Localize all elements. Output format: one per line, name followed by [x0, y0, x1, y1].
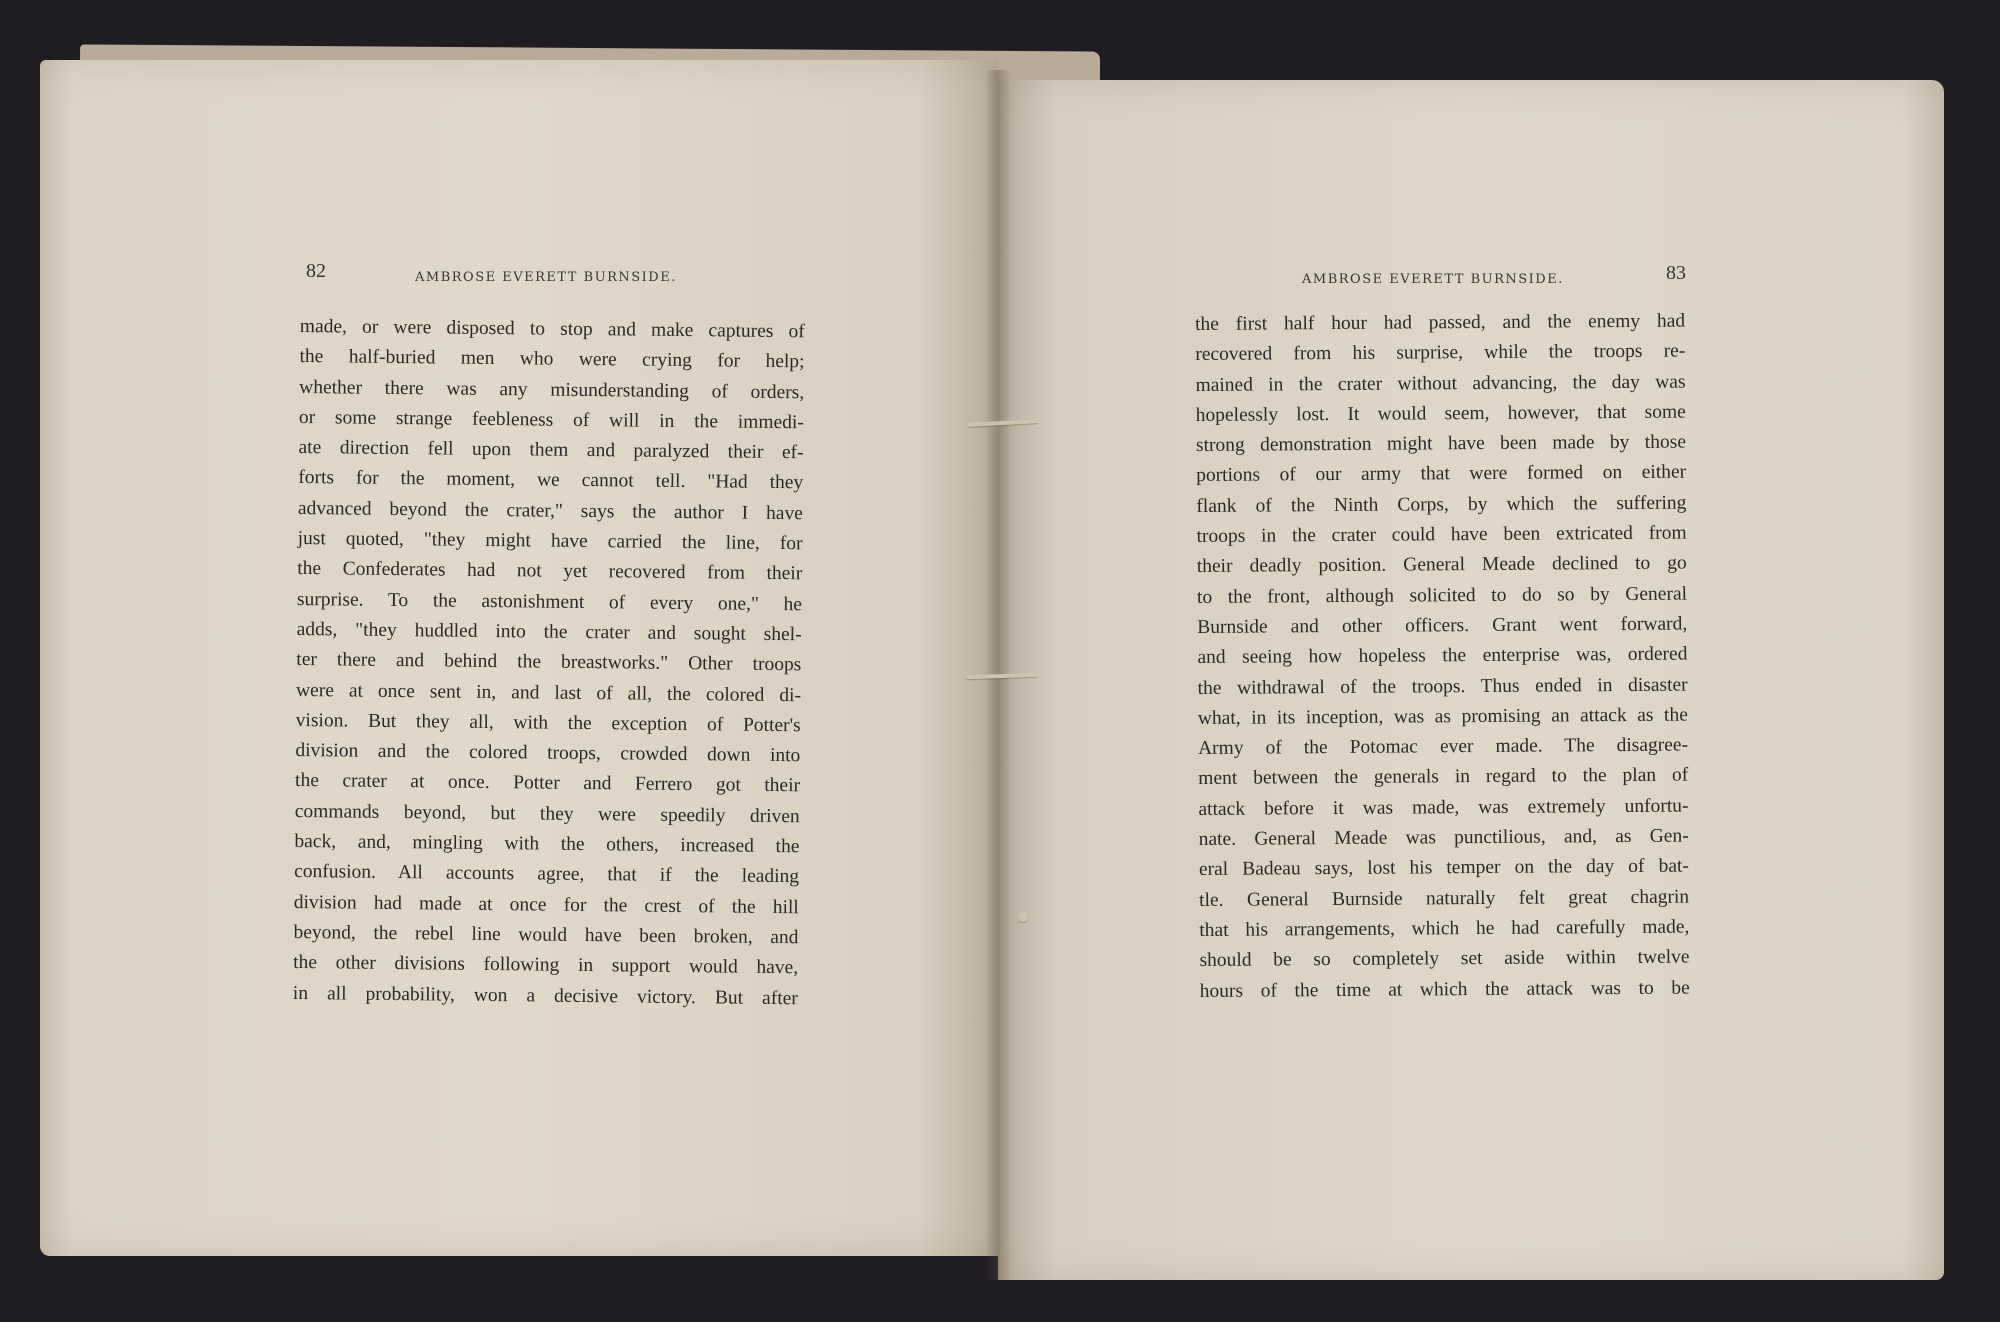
text-line: the other divisions following in support would have,: [293, 952, 799, 979]
text-line: made, or were disposed to stop and make captures of: [299, 315, 805, 343]
text-line: Army of the Potomac ever made. The disagree-: [1197, 734, 1689, 760]
binding-stitch: [1018, 912, 1028, 922]
text-line: the half-buried men who were crying for help;: [299, 346, 805, 373]
text-line: confusion. All accounts agree, that if the leading: [294, 861, 800, 888]
text-line: the withdrawal of the troops. Thus ended in disaster: [1197, 674, 1688, 699]
text-line: nate. General Meade was punctilious, and, as Gen-: [1198, 825, 1689, 851]
text-line: back, and, mingling with the others, increased the: [294, 831, 800, 858]
text-line: vision. But they all, with the exception of Potter's: [295, 709, 801, 737]
text-line: the Confederates had not yet recovered from their: [297, 558, 803, 585]
text-line: strong demonstration might have been made by those: [1195, 431, 1687, 457]
right-running-head: AMBROSE EVERETT BURNSIDE.: [1302, 272, 1564, 287]
text-line: surprise. To the astonishment of every one," he: [296, 588, 803, 615]
text-line: portions of our army that were formed on either: [1196, 462, 1687, 487]
right-page-body: [1195, 307, 1690, 1007]
text-line: should be so completely set aside within twelve: [1199, 946, 1690, 972]
text-line: tle. General Burnside naturally felt great chagrin: [1199, 886, 1690, 911]
text-line: were at once sent in, and last of all, the colored di-: [295, 679, 802, 706]
text-line: troops in the crater could have been extricated from: [1196, 522, 1687, 548]
text-line: eral Badeau says, lost his temper on the day of bat-: [1198, 855, 1689, 881]
text-line: the first half hour had passed, and the enemy had: [1195, 310, 1686, 335]
left-page-body: [293, 312, 805, 1014]
text-line: ter there and behind the breastworks." Other troops: [296, 649, 802, 676]
right-page-number: 83: [1666, 262, 1686, 284]
left-running-head: AMBROSE EVERETT BURNSIDE.: [415, 270, 677, 285]
text-line: division and the colored troops, crowded down into: [295, 740, 801, 767]
text-line: whether there was any misunderstanding of orders,: [299, 376, 805, 403]
text-line: mained in the crater without advancing, the day was: [1195, 371, 1686, 396]
text-line: beyond, the rebel line would have been broken, and: [293, 921, 799, 949]
text-line: hopelessly lost. It would seem, however, that some: [1195, 401, 1686, 426]
left-page-number: 82: [306, 260, 326, 282]
text-line: what, in its inception, was as promising an attack as the: [1197, 704, 1688, 729]
text-line: forts for the moment, we cannot tell. "Had they: [298, 467, 804, 494]
text-line: just quoted, "they might have carried the line, for: [297, 528, 803, 555]
text-line: flank of the Ninth Corps, by which the suffering: [1196, 492, 1687, 517]
text-line: to the front, although solicited to do so by General: [1196, 583, 1688, 608]
text-line: Burnside and other officers. Grant went forward,: [1197, 613, 1688, 638]
text-line: division had made at once for the crest of the hill: [293, 891, 799, 918]
text-line: adds, "they huddled into the crater and sought shel-: [296, 618, 802, 646]
text-line: ment between the generals in regard to the plan of: [1198, 765, 1689, 790]
text-line: their deadly position. General Meade declined to go: [1196, 552, 1687, 578]
text-line: ate direction fell upon them and paralyzed their ef-: [298, 437, 804, 464]
text-line: in all probability, won a decisive victory. But after: [292, 982, 798, 1009]
text-line: and seeing how hopeless the enterprise was, ordered: [1197, 643, 1688, 669]
text-line: advanced beyond the crater," says the author I have: [297, 497, 804, 525]
text-line: hours of the time at which the attack was to be: [1199, 977, 1690, 1002]
text-line: that his arrangements, which he had carefully made,: [1199, 916, 1690, 941]
text-line: or some strange feebleness of will in the immedi-: [298, 406, 804, 434]
text-line: recovered from his surprise, while the troops re-: [1195, 340, 1686, 366]
text-line: attack before it was made, was extremely unfortu-: [1198, 795, 1689, 820]
text-line: the crater at once. Potter and Ferrero got their: [294, 770, 801, 797]
text-line: commands beyond, but they were speedily driven: [294, 800, 800, 828]
